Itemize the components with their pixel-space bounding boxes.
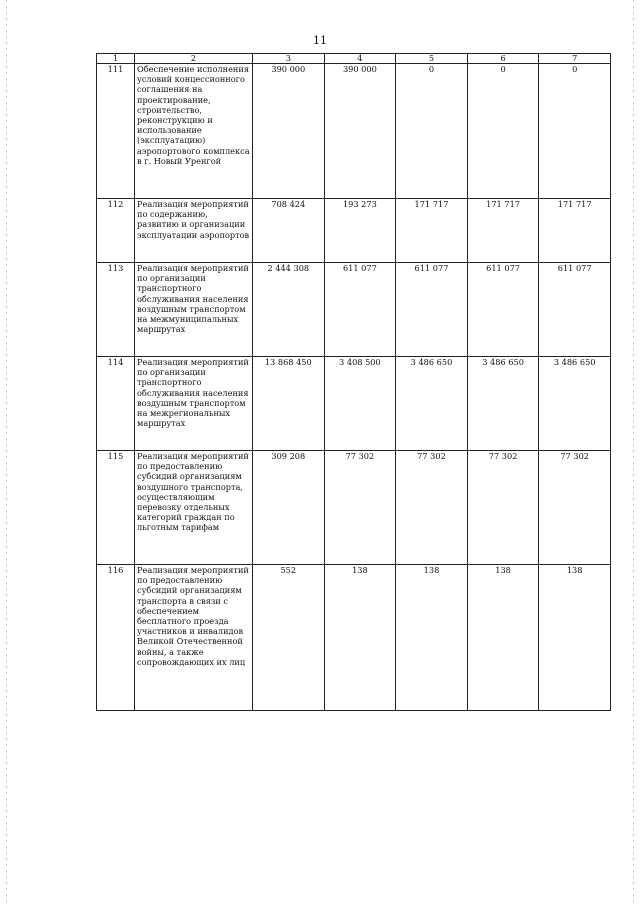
scan-margin-right: [633, 0, 634, 905]
row-value: 13 868 450: [253, 357, 325, 451]
row-value: 3 486 650: [539, 357, 611, 451]
row-value: 138: [467, 565, 539, 711]
row-value: 171 717: [467, 199, 539, 263]
row-value: 611 077: [324, 263, 396, 357]
row-value: 611 077: [467, 263, 539, 357]
row-value: 2 444 308: [253, 263, 325, 357]
row-value: 0: [396, 64, 468, 199]
row-number: 112: [97, 199, 135, 263]
table-row: [97, 199, 611, 263]
row-value: 77 302: [324, 451, 396, 565]
row-number: 111: [97, 64, 135, 199]
row-value: 138: [324, 565, 396, 711]
table-row: [97, 565, 611, 711]
row-value: 309 208: [253, 451, 325, 565]
column-header: 5: [396, 54, 468, 64]
row-number: 114: [97, 357, 135, 451]
row-value: 708 424: [253, 199, 325, 263]
table-row: [97, 451, 611, 565]
row-value: 0: [539, 64, 611, 199]
row-name: Реализация мероприятий по содержанию, развитию и организации эксплуатации аэропортов: [135, 199, 253, 263]
row-number: 113: [97, 263, 135, 357]
row-value: 193 273: [324, 199, 396, 263]
scan-margin-left: [6, 0, 7, 905]
column-header: 4: [324, 54, 396, 64]
column-header: 3: [253, 54, 325, 64]
row-name: Реализация мероприятий по предоставлению субсидий организациям транспорта в связи с обеспечением бесплатного проезда участников и инвалидов Великой Отечественной войны, а также сопровождающих их лиц: [135, 565, 253, 711]
row-value: 0: [467, 64, 539, 199]
table-row: [97, 263, 611, 357]
row-value: 390 000: [253, 64, 325, 199]
row-number: 115: [97, 451, 135, 565]
row-value: 138: [396, 565, 468, 711]
row-name: Реализация мероприятий по организации транспортного обслуживания населения воздушным транспортом на межмуниципальных маршрутах: [135, 263, 253, 357]
row-value: 77 302: [396, 451, 468, 565]
row-name: Реализация мероприятий по организации транспортного обслуживания населения воздушным транспортом на межрегиональных маршрутах: [135, 357, 253, 451]
column-header: 1: [97, 54, 135, 64]
row-value: 3 486 650: [396, 357, 468, 451]
budget-table: [96, 53, 611, 711]
row-value: 171 717: [396, 199, 468, 263]
table-row: [97, 64, 611, 199]
row-value: 3 486 650: [467, 357, 539, 451]
header-row: [97, 54, 611, 64]
row-value: 3 408 500: [324, 357, 396, 451]
row-value: 138: [539, 565, 611, 711]
row-value: 611 077: [396, 263, 468, 357]
row-value: 390 000: [324, 64, 396, 199]
row-value: 77 302: [539, 451, 611, 565]
column-header: 6: [467, 54, 539, 64]
row-value: 171 717: [539, 199, 611, 263]
table-row: [97, 357, 611, 451]
row-name: Реализация мероприятий по предоставлению субсидий организациям воздушного транспорта, осуществляющим перевозку отдельных категорий граждан по льготным тарифам: [135, 451, 253, 565]
row-value: 611 077: [539, 263, 611, 357]
page-number: 11: [313, 34, 327, 47]
row-number: 116: [97, 565, 135, 711]
column-header: 7: [539, 54, 611, 64]
row-name: Обеспечение исполнения условий концессионного соглашения на проектирование, строительство, реконструкцию и использование (эксплуатацию) аэропортового комплекса в г. Новый Уренгой: [135, 64, 253, 199]
column-header: 2: [135, 54, 253, 64]
row-value: 552: [253, 565, 325, 711]
row-value: 77 302: [467, 451, 539, 565]
